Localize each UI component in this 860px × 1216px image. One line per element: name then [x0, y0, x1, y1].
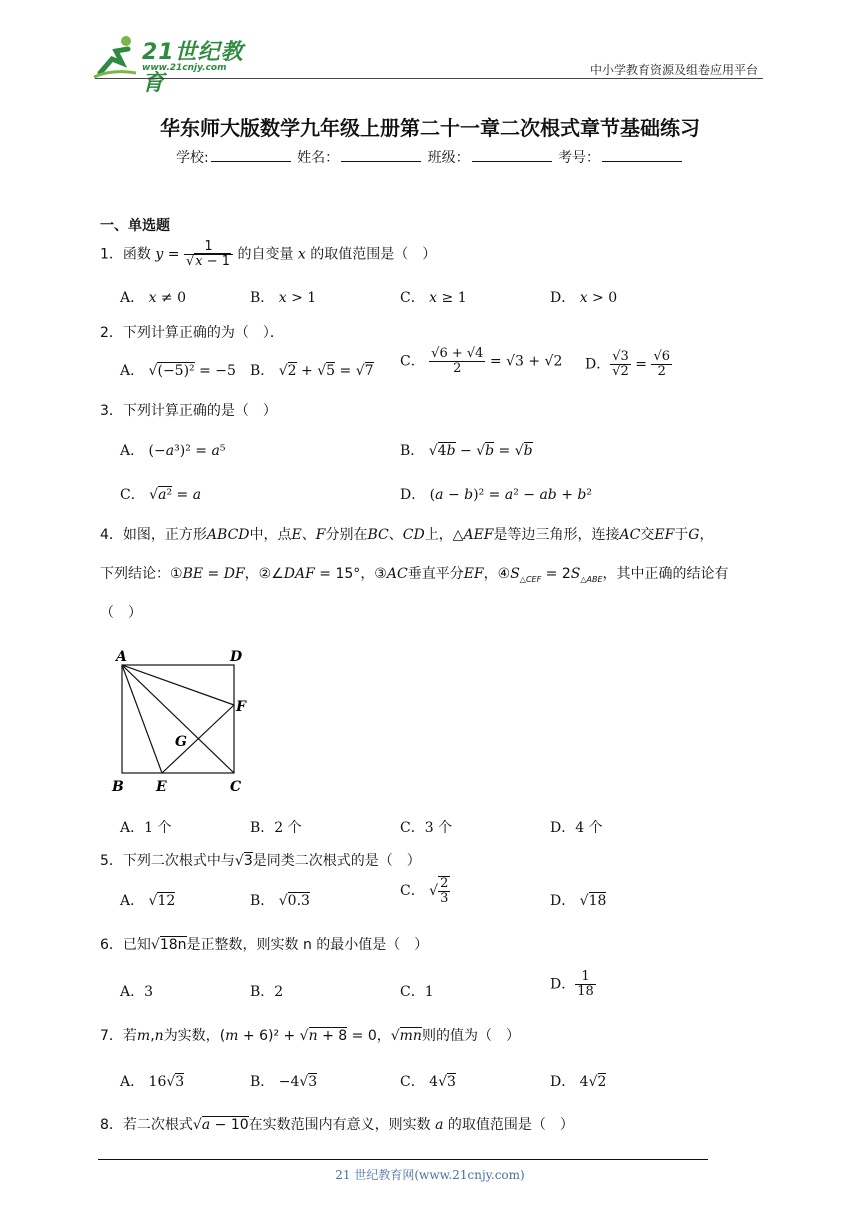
label-c: C [230, 779, 242, 795]
q3-option-b[interactable]: B． √4b − √b = √b [400, 443, 533, 459]
question-1: 1．函数 y = $\frac{1}{√x - 1}$ 的自变量 x 的取值范围是（ ） [100, 239, 437, 269]
question-4-line-3: （ ） [100, 605, 142, 621]
logo [92, 33, 262, 96]
logo-text: 21世纪教育 [142, 40, 244, 96]
q2-option-c[interactable]: C． $\frac{√6 + √4}{2}$ = √3 + √2 [400, 346, 563, 376]
q1-option-a[interactable]: A． x ≠ 0 [120, 290, 187, 306]
q4-option-a[interactable]: A．1 个 [120, 820, 172, 836]
q7-option-a[interactable]: A． 16√3 [120, 1074, 185, 1090]
class-label: 班级： [427, 150, 470, 166]
question-2: 2．下列计算正确的为（ ）． [100, 325, 284, 341]
q4-option-c[interactable]: C．3 个 [400, 820, 453, 836]
q7-option-c[interactable]: C． 4√3 [400, 1074, 456, 1090]
q7-option-d[interactable]: D． 4√2 [550, 1074, 607, 1090]
question-5: 5．下列二次根式中与√3是同类二次根式的是（ ） [100, 853, 421, 869]
student-info [0, 147, 860, 167]
q5-option-b[interactable]: B． √0.3 [250, 893, 310, 909]
question-3: 3．下列计算正确的是（ ） [100, 403, 277, 419]
q1-option-b[interactable]: B． x > 1 [250, 290, 317, 306]
q5-option-c[interactable]: C． √ $\frac{2}{3}$ [400, 876, 449, 906]
exam-no-field[interactable] [602, 147, 682, 162]
q6-option-b[interactable]: B．2 [250, 984, 284, 1000]
class-field[interactable] [472, 147, 552, 162]
q1-option-d[interactable]: D． x > 0 [550, 290, 618, 306]
label-f: F [236, 699, 246, 715]
q5-option-d[interactable]: D． √18 [550, 893, 607, 909]
school-field[interactable] [211, 147, 291, 162]
label-e: E [156, 779, 167, 795]
q2-option-b[interactable]: B． √2 + √5 = √7 [250, 363, 374, 379]
page-title: 华东师大版数学九年级上册第二十一章二次根式章节基础练习 [160, 116, 700, 140]
name-label: 姓名： [297, 150, 340, 166]
logo-url: www.21cnjy.com [142, 63, 227, 73]
label-g: G [175, 734, 187, 750]
label-d: D [230, 649, 243, 665]
q7-option-b[interactable]: B． −4√3 [250, 1074, 318, 1090]
footer-divider [98, 1159, 708, 1160]
label-a: A [116, 649, 127, 665]
q6-option-d[interactable]: D． $\frac{1}{18}$ [550, 969, 594, 999]
q3-option-c[interactable]: C． √a² = a [120, 487, 202, 503]
question-7: 7．若m,n为实数，(m + 6)² + √n + 8 = 0，√mn则的值为（ ） [100, 1028, 520, 1044]
q4-option-b[interactable]: B．2 个 [250, 820, 302, 836]
school-label: 学校: [175, 150, 209, 166]
section-heading: 一、单选题 [100, 218, 170, 234]
q2-option-a[interactable]: A． √(−5)² = −5 [120, 363, 236, 379]
question-8: 8．若二次根式√a − 10在实数范围内有意义，则实数 a 的取值范围是（ ） [100, 1117, 574, 1133]
q5-option-a[interactable]: A． √12 [120, 893, 176, 909]
runner-icon [92, 33, 140, 79]
question-4-line-2: 下列结论：①BE = DF，②∠DAF = 15°，③AC垂直平分EF，$④S_{\triangle CEF} = 2S_{\triangle ABE}$，其中正确的结论有 [100, 566, 729, 584]
header-divider [95, 78, 763, 79]
label-b: B [112, 779, 124, 795]
platform-label: 中小学教育资源及组卷应用平台 [589, 63, 758, 77]
q6-option-a[interactable]: A．3 [120, 984, 154, 1000]
square-figure [108, 645, 258, 795]
q6-option-c[interactable]: C．1 [400, 984, 434, 1000]
exam-no-label: 考号： [558, 150, 601, 166]
question-6: 6．已知√18n是正整数，则实数 n 的最小值是（ ） [100, 937, 429, 953]
footer-link[interactable]: 21 世纪教育网(www.21cnjy.com) [335, 1168, 525, 1182]
q2-option-d[interactable]: D． $\frac{√3}{√2}$ = $\frac{√6}{2}$ [585, 349, 670, 379]
q3-option-d[interactable]: D． (a − b)² = a² − ab + b² [400, 487, 592, 503]
question-4-line-1: 4．如图，正方形ABCD中，点E、F分别在BC、CD上，△AEF是等边三角形，连接AC交EF于G， [100, 527, 714, 543]
name-field[interactable] [341, 147, 421, 162]
q1-option-c[interactable]: C． x ≥ 1 [400, 290, 467, 306]
q3-option-a[interactable]: A． (−a³)² = a⁵ [120, 443, 226, 459]
q4-option-d[interactable]: D．4 个 [550, 820, 603, 836]
